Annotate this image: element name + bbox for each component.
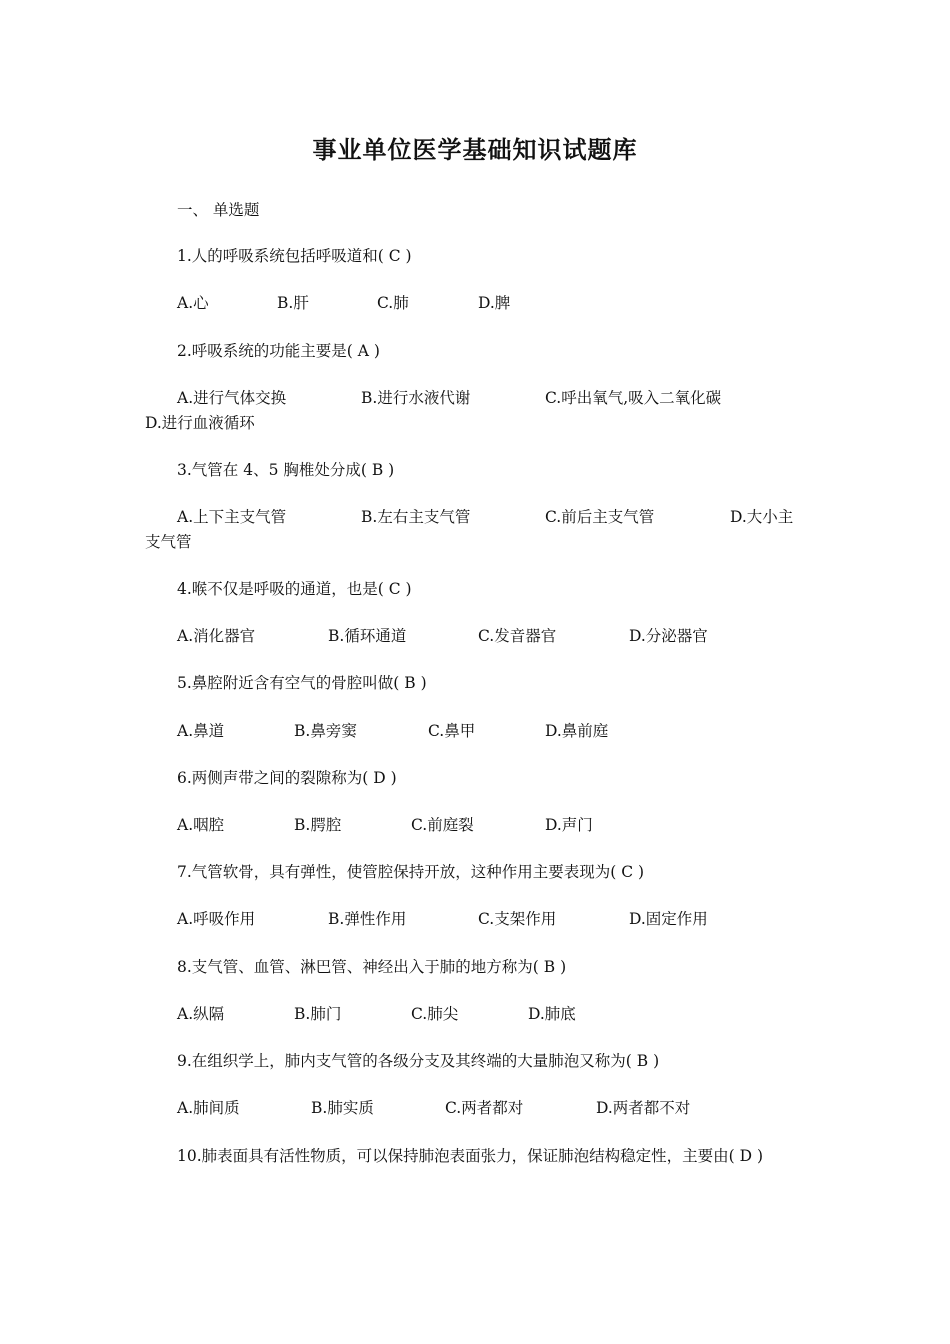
question-6-option-b: B.腭腔	[294, 816, 342, 834]
question-1-option-d: D.脾	[478, 294, 511, 312]
question-7-option-a: A.呼吸作用	[177, 910, 256, 928]
question-3-option-b: B.左右主支气管	[361, 508, 471, 526]
question-4-stem: 4.喉不仅是呼吸的通道，也是( C )	[177, 580, 412, 598]
question-3-option-d: D.大小主	[730, 508, 794, 526]
question-3-stem: 3.气管在 4、5 胸椎处分成( B )	[177, 461, 395, 479]
question-2-option-b: B.进行水液代谢	[361, 389, 471, 407]
question-3-option-d-continued: 支气管	[145, 533, 192, 551]
question-10-stem: 10.肺表面具有活性物质，可以保持肺泡表面张力，保证肺泡结构稳定性，主要由( D )	[177, 1147, 764, 1165]
question-9-option-c: C.两者都对	[445, 1099, 524, 1117]
question-9-stem: 9.在组织学上，肺内支气管的各级分支及其终端的大量肺泡又称为( B )	[177, 1052, 660, 1070]
question-4-option-b: B.循环通道	[328, 627, 407, 645]
question-8-option-d: D.肺底	[528, 1005, 576, 1023]
question-2-option-a: A.进行气体交换	[177, 389, 287, 407]
question-6-stem: 6.两侧声带之间的裂隙称为( D )	[177, 769, 397, 787]
question-9-option-b: B.肺实质	[311, 1099, 374, 1117]
question-8-option-a: A.纵隔	[177, 1005, 225, 1023]
document-title: 事业单位医学基础知识试题库	[312, 136, 638, 164]
question-8-option-c: C.肺尖	[411, 1005, 459, 1023]
question-4-option-c: C.发音器官	[478, 627, 557, 645]
question-3-option-c: C.前后主支气管	[545, 508, 655, 526]
question-5-option-c: C.鼻甲	[428, 722, 476, 740]
question-6-option-a: A.咽腔	[177, 816, 225, 834]
question-4-option-a: A.消化器官	[177, 627, 256, 645]
question-3-option-a: A.上下主支气管	[177, 508, 287, 526]
question-4-option-d: D.分泌器官	[629, 627, 708, 645]
question-6-option-c: C.前庭裂	[411, 816, 474, 834]
question-1-option-b: B.肝	[277, 294, 309, 312]
question-5-option-b: B.鼻旁窦	[294, 722, 357, 740]
question-5-option-a: A.鼻道	[177, 722, 225, 740]
question-2-option-c: C.呼出氧气,吸入二氧化碳	[545, 389, 722, 407]
question-8-stem: 8.支气管、血管、淋巴管、神经出入于肺的地方称为( B )	[177, 958, 567, 976]
question-9-option-d: D.两者都不对	[596, 1099, 691, 1117]
question-7-option-c: C.支架作用	[478, 910, 557, 928]
question-2-option-d: D.进行血液循环	[145, 414, 255, 432]
question-6-option-d: D.声门	[545, 816, 593, 834]
question-7-option-d: D.固定作用	[629, 910, 708, 928]
question-7-stem: 7.气管软骨，具有弹性，使管腔保持开放，这种作用主要表现为( C )	[177, 863, 645, 881]
question-5-stem: 5.鼻腔附近含有空气的骨腔叫做( B )	[177, 674, 427, 692]
question-7-option-b: B.弹性作用	[328, 910, 407, 928]
question-9-option-a: A.肺间质	[177, 1099, 240, 1117]
question-5-option-d: D.鼻前庭	[545, 722, 609, 740]
question-1-stem: 1.人的呼吸系统包括呼吸道和( C )	[177, 247, 412, 265]
section-heading: 一、 单选题	[177, 201, 260, 219]
question-8-option-b: B.肺门	[294, 1005, 342, 1023]
question-1-option-c: C.肺	[377, 294, 409, 312]
question-2-stem: 2.呼吸系统的功能主要是( A )	[177, 342, 380, 360]
question-1-option-a: A.心	[177, 294, 209, 312]
